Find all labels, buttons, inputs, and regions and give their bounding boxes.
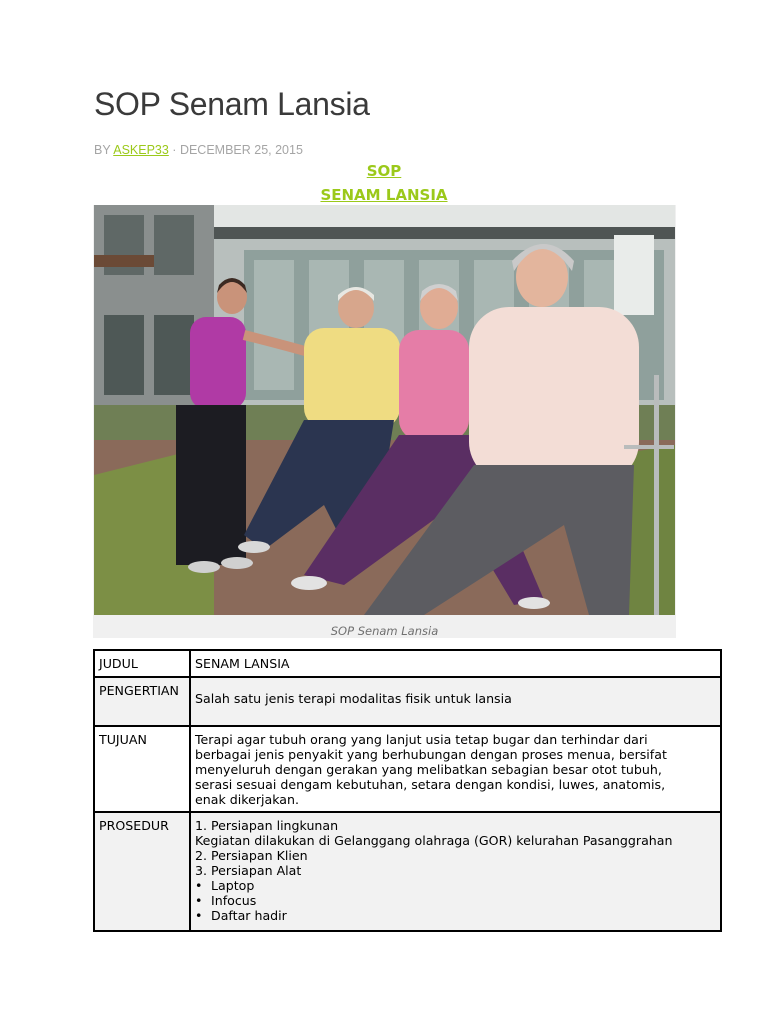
post-meta bbox=[94, 143, 303, 157]
tujuan-line: enak dikerjakan. bbox=[195, 792, 299, 807]
bullet-icon: • bbox=[195, 908, 203, 923]
post-title: SOP Senam Lansia bbox=[94, 86, 370, 122]
bullet-text: Laptop bbox=[211, 878, 255, 893]
bullet-icon: • bbox=[195, 878, 203, 893]
prosedur-line: 3. Persiapan Alat bbox=[195, 863, 302, 878]
value-prosedur bbox=[190, 812, 721, 931]
tujuan-line: berbagai jenis penyakit yang berhubungan dengan proses menua, bersifat bbox=[195, 747, 667, 762]
prosedur-line: 2. Persiapan Klien bbox=[195, 848, 308, 863]
label-tujuan: TUJUAN bbox=[94, 726, 190, 812]
table-row-judul bbox=[94, 650, 721, 677]
value-tujuan bbox=[190, 726, 721, 812]
value-pengertian: Salah satu jenis terapi modalitas fisik untuk lansia bbox=[190, 677, 721, 726]
bullet-item bbox=[195, 908, 716, 923]
author-link[interactable]: ASKEP33 bbox=[113, 143, 169, 157]
heading-senam-lansia: SENAM LANSIA bbox=[320, 186, 448, 204]
post-date: DECEMBER 25, 2015 bbox=[179, 143, 303, 157]
bullet-item bbox=[195, 893, 716, 908]
table-row-pengertian bbox=[94, 677, 721, 726]
tujuan-line: serasi sesuai dengam kebutuhan, setara dengan kondisi, luwes, anatomis, bbox=[195, 777, 666, 792]
exercise-photo bbox=[94, 205, 675, 615]
table-row-tujuan bbox=[94, 726, 721, 812]
bullet-text: Daftar hadir bbox=[211, 908, 287, 923]
value-judul: SENAM LANSIA bbox=[190, 650, 721, 677]
table-row-prosedur bbox=[94, 812, 721, 931]
tujuan-line: menyeluruh dengan gerakan yang melibatkan sebagian besar otot tubuh, bbox=[195, 762, 662, 777]
bullet-item bbox=[195, 878, 716, 893]
label-judul: JUDUL bbox=[94, 650, 190, 677]
label-prosedur: PROSEDUR bbox=[94, 812, 190, 931]
heading-sop: SOP bbox=[366, 162, 402, 180]
prosedur-line: 1. Persiapan lingkunan bbox=[195, 818, 339, 833]
by-prefix: BY bbox=[94, 143, 114, 157]
meta-separator: · bbox=[168, 143, 180, 157]
tujuan-line: Terapi agar tubuh orang yang lanjut usia tetap bugar dan terhindar dari bbox=[195, 732, 648, 747]
photo-caption: SOP Senam Lansia bbox=[330, 624, 439, 638]
bullet-text: Infocus bbox=[211, 893, 257, 908]
label-pengertian: PENGERTIAN bbox=[94, 677, 190, 726]
bullet-icon: • bbox=[195, 893, 203, 908]
sop-table bbox=[93, 649, 722, 932]
photo-figure bbox=[93, 205, 676, 638]
prosedur-line: Kegiatan dilakukan di Gelanggang olahraga (GOR) kelurahan Pasanggrahan bbox=[195, 833, 673, 848]
